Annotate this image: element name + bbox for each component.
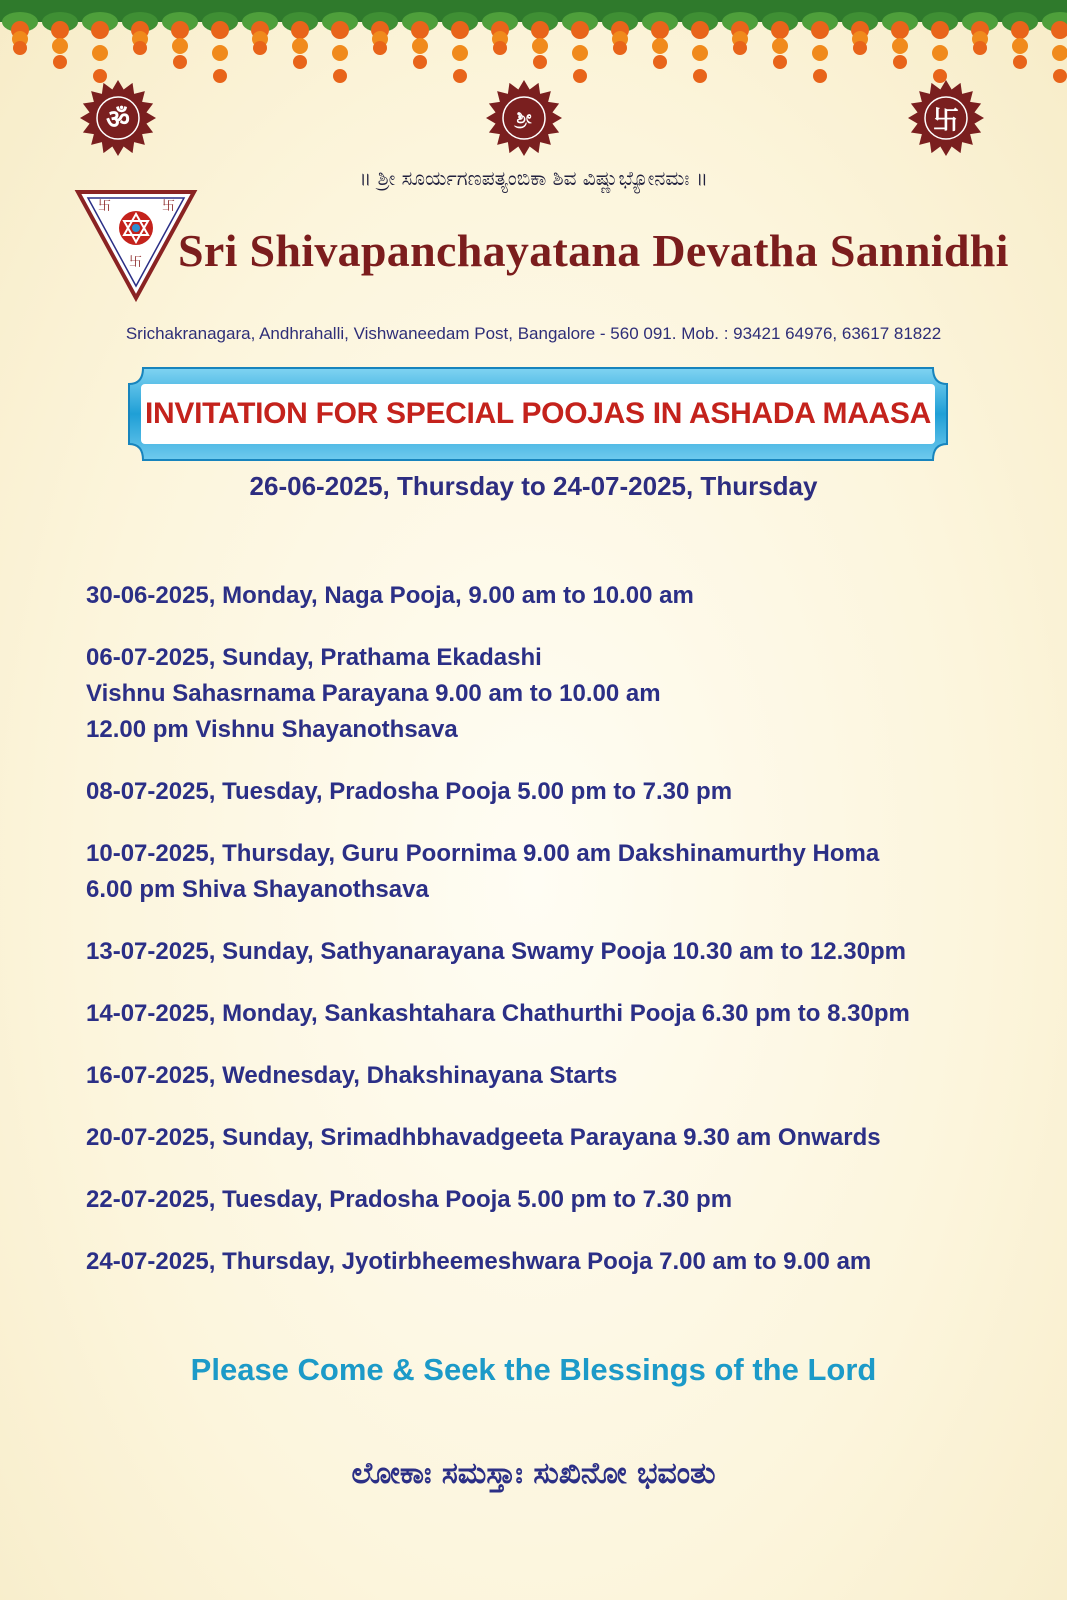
schedule-line: 24-07-2025, Thursday, Jyotirbheemeshwara Pooja 7.00 am to 9.00 am — [86, 1248, 872, 1275]
swastika-glyph: 卐 — [932, 105, 959, 136]
schedule-line: Vishnu Sahasrnama Parayana 9.00 am to 10.00 am — [86, 680, 661, 707]
schedule-line: 6.00 pm Shiva Shayanothsava — [86, 876, 429, 903]
schedule-line: 20-07-2025, Sunday, Srimadhbhavadgeeta Parayana 9.30 am Onwards — [86, 1124, 881, 1151]
schedule-item — [86, 1120, 1046, 1156]
schedule-line: 14-07-2025, Monday, Sankashtahara Chathurthi Pooja 6.30 pm to 8.30pm — [86, 1000, 910, 1027]
schedule-item — [86, 640, 1046, 748]
schedule-line: 13-07-2025, Sunday, Sathyanarayana Swamy Pooja 10.30 am to 12.30pm — [86, 938, 906, 965]
schedule-line: 30-06-2025, Monday, Naga Pooja, 9.00 am to 10.00 am — [86, 582, 694, 609]
om-glyph: ॐ — [106, 105, 130, 135]
schedule-item — [86, 774, 1046, 810]
schedule-item — [86, 1244, 1046, 1280]
svg-text:卐: 卐 — [98, 199, 112, 214]
schedule-line: 06-07-2025, Sunday, Prathama Ekadashi — [86, 644, 542, 671]
schedule-line: 08-07-2025, Tuesday, Pradosha Pooja 5.00 pm to 7.30 pm — [86, 778, 733, 805]
schedule-line: 12.00 pm Vishnu Shayanothsava — [86, 716, 458, 743]
schedule-item — [86, 1058, 1046, 1094]
schedule-line: 10-07-2025, Thursday, Guru Poornima 9.00 am Dakshinamurthy Homa — [86, 840, 880, 867]
svg-text:卐: 卐 — [162, 199, 176, 214]
pooja-schedule — [86, 578, 1046, 1280]
schedule-line: 16-07-2025, Wednesday, Dhakshinayana Starts — [86, 1062, 618, 1089]
schedule-line: 22-07-2025, Tuesday, Pradosha Pooja 5.00 pm to 7.30 pm — [86, 1186, 733, 1213]
svg-text:卐: 卐 — [129, 255, 143, 270]
schedule-item — [86, 996, 1046, 1032]
om-emblem-icon — [78, 78, 158, 158]
shri-emblem-icon — [484, 78, 564, 158]
schedule-item — [86, 934, 1046, 970]
marigold-garland — [0, 0, 1067, 90]
temple-name: Sri Shivapanchayatana Devatha Sannidhi — [178, 225, 1009, 276]
date-range: 26-06-2025, Thursday to 24-07-2025, Thursday — [249, 471, 818, 501]
closing-sloka: ಲೋಕಾಃ ಸಮಸ್ತಾಃ ಸುಖಿನೋ ಭವಂತು — [351, 1456, 716, 1491]
shri-glyph: ಶ್ರೀ — [516, 108, 532, 128]
schedule-item — [86, 1182, 1046, 1218]
invocation-mantra: ॥ ಶ್ರೀ ಸೂರ್ಯಗಣಪತ್ಯಂಬಿಕಾ ಶಿವ ವಿಷ್ಣುಭ್ಯೋನಮಃ ॥ — [359, 166, 708, 190]
swastika-emblem-icon — [906, 78, 986, 158]
schedule-item — [86, 578, 1046, 614]
schedule-item — [86, 836, 1046, 908]
invitation-banner — [123, 362, 953, 466]
closing-blessing: Please Come & Seek the Blessings of the Lord — [190, 1352, 877, 1387]
temple-address: Srichakranagara, Andhrahalli, Vishwaneedam Post, Bangalore - 560 091. Mob. : 93421 64976, 63617 81822 — [125, 324, 942, 343]
banner-title: INVITATION FOR SPECIAL POOJAS IN ASHADA MAASA — [145, 397, 931, 430]
